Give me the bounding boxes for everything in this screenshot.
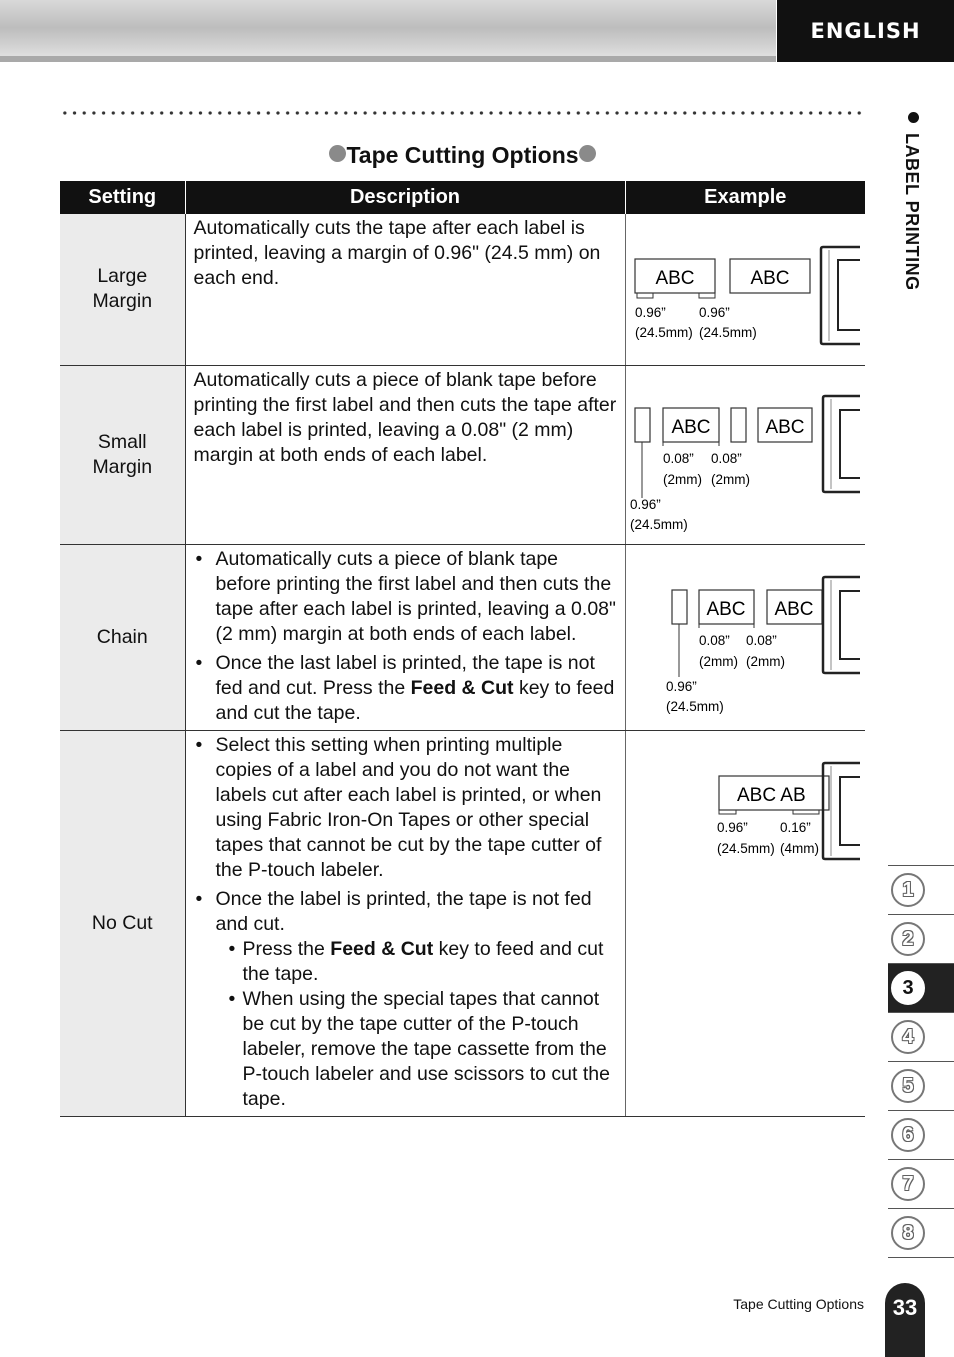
list-item: • Once the last label is printed, the tape is not fed and cut. Press the Feed & Cut key to feed and cut the tape. <box>216 651 617 726</box>
svg-text:(24.5mm): (24.5mm) <box>665 698 724 714</box>
large-margin-illustration <box>626 214 866 364</box>
table-row <box>60 544 865 730</box>
header-banner <box>0 0 776 62</box>
tape-cutting-options-table <box>60 181 865 1117</box>
language-tab: ENGLISH <box>777 0 954 62</box>
chapter-tab-5[interactable]: 5 <box>888 1061 954 1110</box>
svg-text:0.96”: 0.96” <box>629 496 661 512</box>
table-row <box>60 365 865 544</box>
example-cell <box>625 214 865 365</box>
example-cell <box>625 730 865 1116</box>
description-cell <box>185 730 625 1116</box>
description-cell: Automatically cuts the tape after each label is printed, leaving a margin of 0.96" (24.5 mm) on each end. <box>185 214 625 365</box>
list-item: • Once the label is printed, the tape is not fed and cut. • Press the Feed & Cut key to feed and cut the tape. • When using the special tapes that cannot be cut by the tape cutter of the P-touch labeler, remove the tape cassette from the P-touch labeler and use scissors to cut the tape. <box>216 887 617 1112</box>
description-cell: Automatically cuts a piece of blank tape before printing the first label and then cuts the tape after each label is printed, leaving a 0.08" (2 mm) margin at both ends of each label. <box>185 365 625 544</box>
svg-text:(24.5mm): (24.5mm) <box>698 325 757 340</box>
bullet-icon <box>329 145 346 162</box>
svg-text:ABC: ABC <box>773 598 814 620</box>
description-cell <box>185 544 625 730</box>
chapter-tabs <box>888 865 954 1258</box>
svg-text:ABC: ABC <box>764 416 805 438</box>
svg-text:(2mm): (2mm) <box>745 653 785 669</box>
list-item: • Select this setting when printing multiple copies of a label and you do not want the labels cut after each label is printed, or when using Fabric Iron-On Tapes or other special tapes that cannot be cut by the tape cutter of the P-touch labeler. <box>216 733 617 883</box>
section-title-text: Tape Cutting Options <box>346 142 579 168</box>
svg-text:(2mm): (2mm) <box>710 471 750 487</box>
chapter-tab-2[interactable]: 2 <box>888 914 954 963</box>
chapter-tab-7[interactable]: 7 <box>888 1159 954 1208</box>
table-row <box>60 730 865 1116</box>
chain-illustration <box>626 545 866 730</box>
svg-text:(24.5mm): (24.5mm) <box>634 325 693 340</box>
svg-text:ABC: ABC <box>749 268 790 289</box>
svg-text:(2mm): (2mm) <box>698 653 738 669</box>
header-setting: Setting <box>60 181 185 214</box>
example-cell <box>625 544 865 730</box>
example-cell <box>625 365 865 544</box>
svg-text:ABC: ABC <box>670 416 711 438</box>
side-label-text: LABEL PRINTING <box>902 133 922 291</box>
chapter-tab-3[interactable]: 3 <box>888 963 954 1012</box>
svg-text:0.08”: 0.08” <box>745 632 777 648</box>
setting-cell: No Cut <box>60 730 185 1116</box>
table-row <box>60 214 865 365</box>
bullet-icon <box>579 145 596 162</box>
chapter-tab-1[interactable]: 1 <box>888 865 954 914</box>
list-item: • Automatically cuts a piece of blank tape before printing the first label and then cuts the tape after each label is printed, leaving a 0.08" (2 mm) margin at both ends of each label. <box>216 547 617 647</box>
svg-text:0.08”: 0.08” <box>662 450 694 466</box>
table-header-row <box>60 181 865 214</box>
chapter-tab-4[interactable]: 4 <box>888 1012 954 1061</box>
footer-section-name: Tape Cutting Options <box>733 1296 864 1312</box>
setting-cell: Small Margin <box>60 365 185 544</box>
svg-text:(24.5mm): (24.5mm) <box>629 516 688 532</box>
svg-text:0.08”: 0.08” <box>710 450 742 466</box>
bullet-icon <box>908 112 919 123</box>
setting-cell: Chain <box>60 544 185 730</box>
chapter-tab-8[interactable]: 8 <box>888 1208 954 1258</box>
no-cut-illustration <box>626 731 866 891</box>
svg-text:(4mm): (4mm) <box>779 840 819 856</box>
svg-text:ABC: ABC <box>705 598 746 620</box>
section-title <box>60 142 865 169</box>
dotted-divider <box>60 110 865 116</box>
small-margin-illustration <box>626 366 866 544</box>
list-item: • When using the special tapes that cannot be cut by the tape cutter of the P-touch labeler, remove the tape cassette from the P-touch labeler and use scissors to cut the tape. <box>243 987 617 1112</box>
page-number: 33 <box>885 1283 925 1357</box>
svg-text:(2mm): (2mm) <box>662 471 702 487</box>
svg-text:0.96”: 0.96” <box>634 305 666 320</box>
svg-text:ABC: ABC <box>654 268 695 289</box>
svg-text:(24.5mm): (24.5mm) <box>716 840 775 856</box>
svg-text:ABC AB: ABC AB <box>736 784 806 806</box>
setting-cell: Large Margin <box>60 214 185 365</box>
svg-text:0.08”: 0.08” <box>698 632 730 648</box>
chapter-tab-6[interactable]: 6 <box>888 1110 954 1159</box>
svg-text:0.16”: 0.16” <box>779 819 811 835</box>
header-description: Description <box>185 181 625 214</box>
svg-text:0.96”: 0.96” <box>698 305 730 320</box>
svg-text:0.96”: 0.96” <box>665 678 697 694</box>
svg-text:0.96”: 0.96” <box>716 819 748 835</box>
list-item: • Press the Feed & Cut key to feed and cut the tape. <box>243 937 617 987</box>
side-chapter-label <box>888 112 922 322</box>
header-example: Example <box>625 181 865 214</box>
